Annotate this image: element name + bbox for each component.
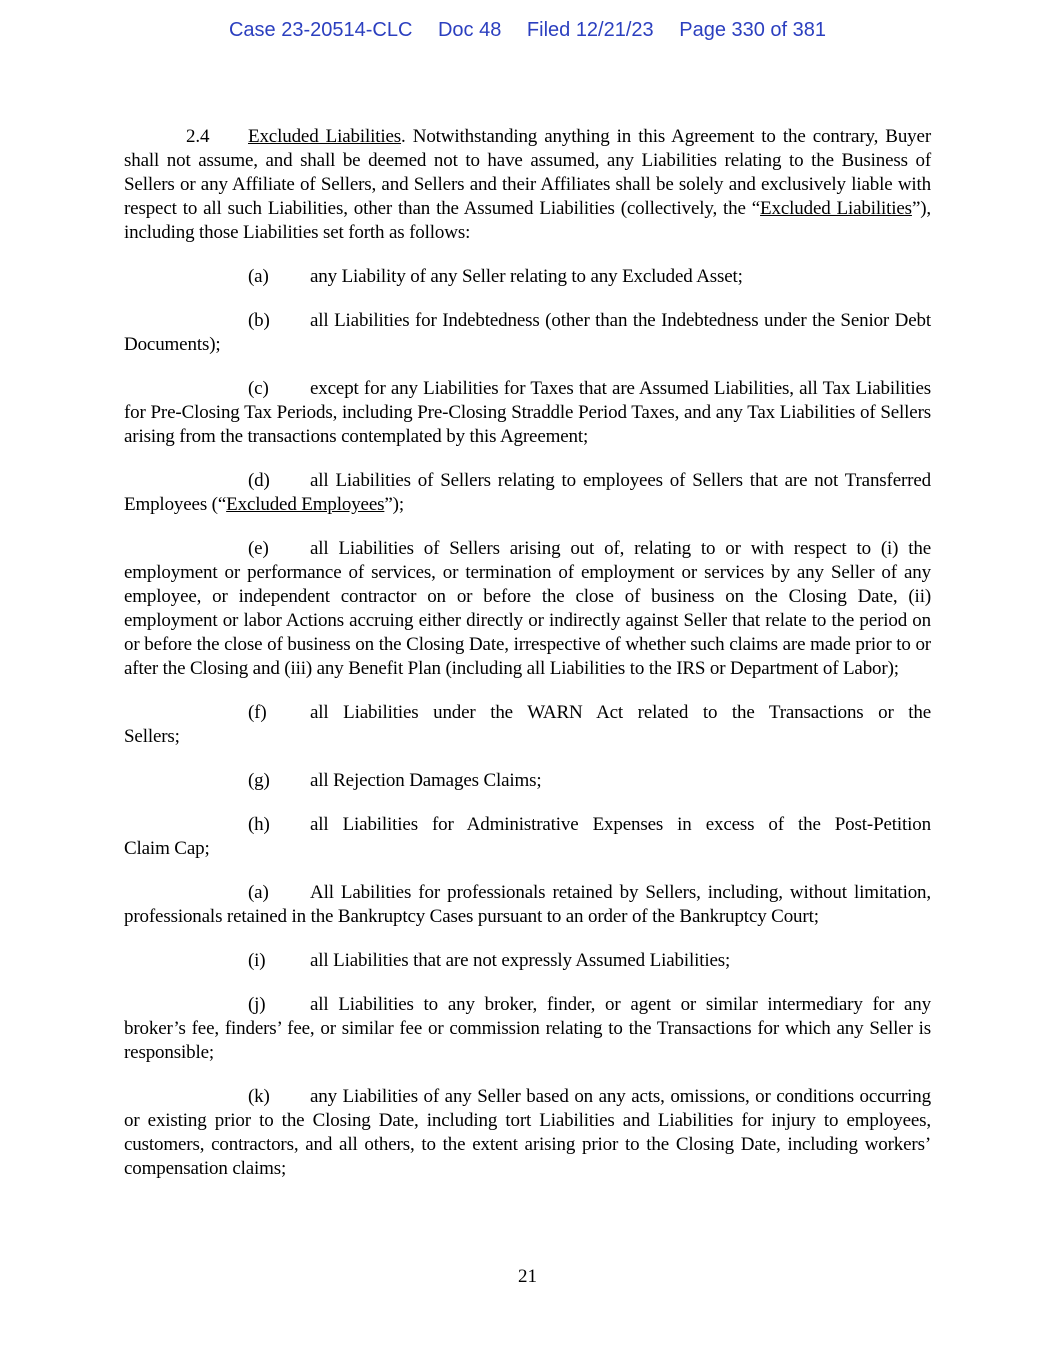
list-item-a-professionals (124, 881, 931, 929)
item-label: (k) (248, 1086, 270, 1107)
list-item-e-employment (124, 537, 931, 681)
list-item-f-warn-act (124, 701, 931, 749)
item-text: all Liabilities of Sellers arising out of, relating to or with respect to (i) the employment or performance of services, or termination of employment or services by any Seller of any employee, or independent contractor on or before the close of business on the Closing Date, (ii) employment or labor Actions accruing either directly or indirectly against Seller that relate to the period on or before the close of business on the Closing Date, irrespective of whether such claims are made prior to or after the Closing and (iii) any Benefit Plan (including all Liabilities to the IRS or Department of Labor); (124, 538, 931, 679)
item-label: (j) (248, 994, 266, 1015)
section-2-4-intro (124, 125, 931, 245)
item-text: all Liabilities under the WARN Act related to the Transactions or the (310, 702, 931, 723)
item-label: (i) (248, 950, 266, 971)
item-text: any Liabilities of any Seller based on any acts, omissions, or conditions occurring or existing prior to the Closing Date, including tort Liabilities and Liabilities for injury to employees, customers, contractors, and all others, to the extent arising prior to the Closing Date, including workers’ compensation claims; (124, 1086, 931, 1179)
filed-date: Filed 12/21/23 (526, 19, 654, 41)
page-counter: Page 330 of 381 (679, 19, 827, 41)
section-intro-text-2: ”), including those Liabilities set forth as follows: (124, 198, 931, 243)
list-item-c-taxes (124, 377, 931, 449)
item-lead-line (124, 813, 931, 837)
item-label: (a) (248, 266, 269, 287)
item-text: All Labilities for professionals retained by Sellers, including, without limitation, professionals retained in the Bankruptcy Cases pursuant to an order of the Bankruptcy Court; (124, 882, 931, 927)
item-text: all Liabilities for Administrative Expenses in excess of the Post-Petition (310, 814, 931, 835)
case-header (0, 19, 1055, 42)
item-text-tail: Sellers; (124, 726, 180, 747)
section-heading: Excluded Liabilities (248, 126, 402, 147)
item-label: (a) (248, 882, 269, 903)
item-text-1: all Liabilities of Sellers relating to employees of Sellers that are not Transferred Employees (“ (124, 470, 931, 515)
list-item-h-administrative-expenses (124, 813, 931, 861)
item-text: any Liability of any Seller relating to any Excluded Asset; (310, 266, 743, 287)
document-body (124, 125, 931, 1201)
item-label: (h) (248, 814, 270, 835)
item-text: all Liabilities to any broker, finder, or agent or similar intermediary for any broker’s fee, finders’ fee, or similar fee or commission relating to the Transactions for which any Seller is responsible; (124, 994, 931, 1063)
item-label: (f) (248, 702, 267, 723)
list-item-a-excluded-asset (124, 265, 931, 289)
item-text-tail: Claim Cap; (124, 838, 210, 859)
list-item-i-not-assumed (124, 949, 931, 973)
section-number: 2.4 (186, 126, 210, 147)
item-label: (b) (248, 310, 270, 331)
list-item-g-rejection-damages (124, 769, 931, 793)
item-text: all Liabilities for Indebtedness (other than the Indebtedness under the Senior Debt Documents); (124, 310, 931, 355)
defined-term-excluded-employees: Excluded Employees (226, 494, 385, 515)
item-label: (e) (248, 538, 269, 559)
item-lead-line (124, 701, 931, 725)
item-label: (g) (248, 770, 270, 791)
defined-term-excluded-liabilities: Excluded Liabilities (760, 198, 912, 219)
section-intro-text-1: . Notwithstanding anything in this Agreement to the contrary, Buyer shall not assume, and shall be deemed not to have assumed, any Liabilities relating to the Business of Sellers or any Affiliate of Sellers, and Sellers and their Affiliates shall be solely and exclusively liable with respect to all such Liabilities, other than the Assumed Liabilities (collectively, the “ (124, 126, 931, 219)
list-item-k-pre-closing-liabilities (124, 1085, 931, 1181)
item-text: except for any Liabilities for Taxes that are Assumed Liabilities, all Tax Liabilities for Pre-Closing Tax Periods, including Pre-Closing Straddle Period Taxes, and any Tax Liabilities of Sellers arising from the transactions contemplated by this Agreement; (124, 378, 931, 447)
list-item-d-employees (124, 469, 931, 517)
item-label: (d) (248, 470, 270, 491)
item-text: all Rejection Damages Claims; (310, 770, 542, 791)
case-number: Case 23-20514-CLC (228, 19, 413, 41)
list-item-j-broker-fees (124, 993, 931, 1065)
item-text: all Liabilities that are not expressly Assumed Liabilities; (310, 950, 731, 971)
item-text-2: ”); (384, 494, 404, 515)
doc-number: Doc 48 (437, 19, 502, 41)
item-label: (c) (248, 378, 269, 399)
page-number: 21 (518, 1266, 537, 1287)
list-item-b-indebtedness (124, 309, 931, 357)
